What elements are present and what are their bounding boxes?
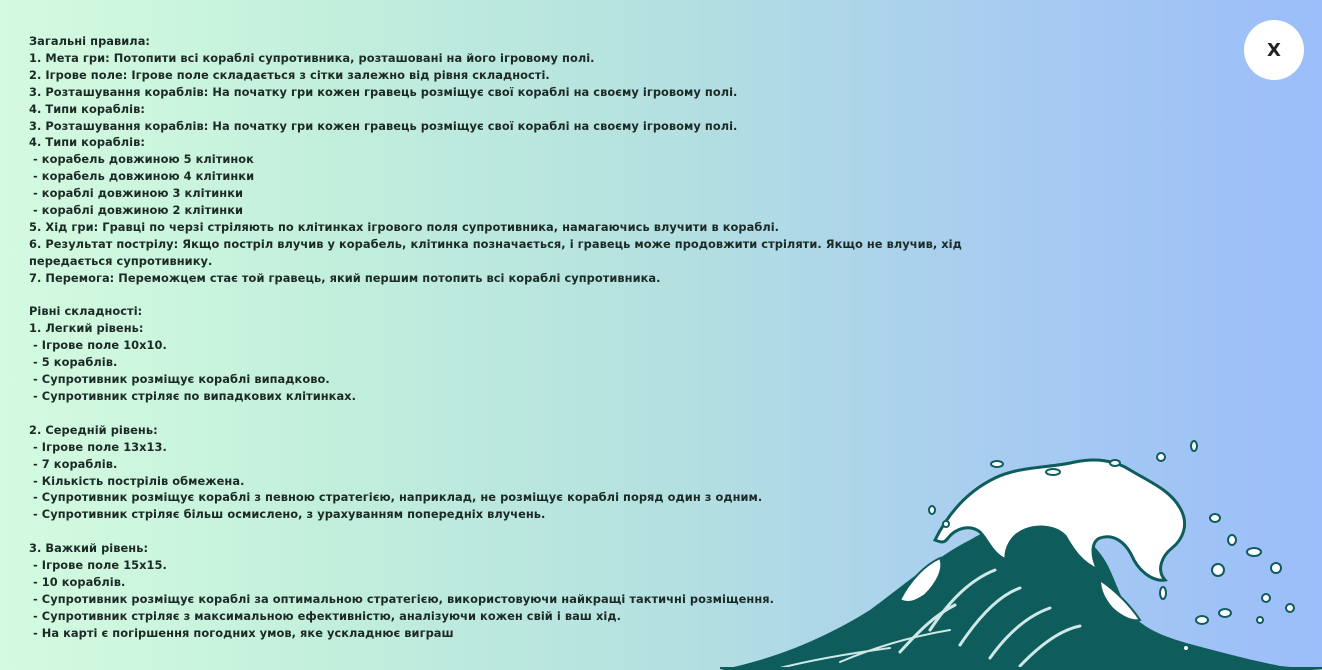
close-icon: X [1267, 39, 1281, 61]
rules-line: - Супротивник розміщує кораблі випадково. [29, 372, 330, 387]
rules-line: - Ігрове поле 10x10. [29, 338, 167, 353]
wave-illustration [720, 430, 1322, 670]
blank-line [29, 287, 1029, 304]
blank-line [29, 405, 1029, 422]
rules-line: - корабель довжиною 4 клітинки [29, 169, 255, 184]
rules-line: - Ігрове поле 15x15. [29, 558, 167, 573]
rules-line: 4. Типи кораблів: [29, 135, 145, 150]
rules-line: 2. Ігрове поле: Ігрове поле складається з сітки залежно від рівня складності. [29, 67, 550, 82]
rules-line: 3. Розташування кораблів: На початку гри кожен гравець розміщує свої кораблі на своєму ігровому полі. [29, 84, 738, 99]
rules-line: - Супротивник розміщує кораблі з певною стратегією, наприклад, не розміщує кораблі поряд один з одним. [29, 490, 763, 505]
rules-line: - корабель довжиною 5 клітинок [29, 152, 254, 167]
rules-line: - 10 кораблів. [29, 574, 126, 589]
rules-line: 1. Легкий рівень: [29, 321, 144, 336]
rules-line: Загальні правила: [29, 34, 151, 48]
rules-line: 7. Перемога: Переможцем стає той гравець, який першим потопить всі кораблі супротивника. [29, 270, 661, 285]
rules-line: 5. Хід гри: Гравці по черзі стріляють по клітинках ігрового поля супротивника, намагаючись влучити в кораблі. [29, 219, 780, 234]
rules-line: 2. Середній рівень: [29, 422, 158, 437]
rules-line: - 7 кораблів. [29, 456, 118, 471]
rules-line: 3. Важкий рівень: [29, 541, 149, 556]
rules-line: - Супротивник стріляє більш осмислено, з урахуванням попередніх влучень. [29, 507, 546, 522]
rules-line: - Ігрове поле 13x13. [29, 439, 167, 454]
rules-line: 1. Мета гри: Потопити всі кораблі супротивника, розташовані на його ігровому полі. [29, 50, 595, 65]
rules-line: - 5 кораблів. [29, 355, 118, 370]
rules-line: - кораблі довжиною 2 клітинки [29, 203, 244, 218]
rules-line: - кораблі довжиною 3 клітинки [29, 186, 244, 201]
rules-line: - На карті є погіршення погодних умов, яке ускладнює виграш [29, 625, 454, 640]
rules-line: 6. Результат пострілу: Якщо постріл влучив у корабель, клітинка позначається, і гравець може продовжити стріляти. Якщо не влучив, хід передається супротивнику. [29, 236, 966, 268]
rules-line: - Кількість пострілів обмежена. [29, 473, 245, 488]
rules-line: 3. Розташування кораблів: На початку гри кожен гравець розміщує свої кораблі на своєму ігровому полі. [29, 118, 738, 133]
rules-line: 4. Типи кораблів: [29, 101, 145, 116]
close-button[interactable] [1244, 20, 1304, 80]
rules-line: - Супротивник стріляє по випадкових клітинках. [29, 389, 356, 404]
rules-heading: Рівні складності: [29, 304, 143, 319]
rules-line: - Супротивник розміщує кораблі за оптимальною стратегією, використовуючи найкращі тактичні розміщення. [29, 591, 774, 606]
rules-line: - Супротивник стріляє з максимальною ефективністю, аналізуючи кожен свій і ваш хід. [29, 608, 621, 623]
